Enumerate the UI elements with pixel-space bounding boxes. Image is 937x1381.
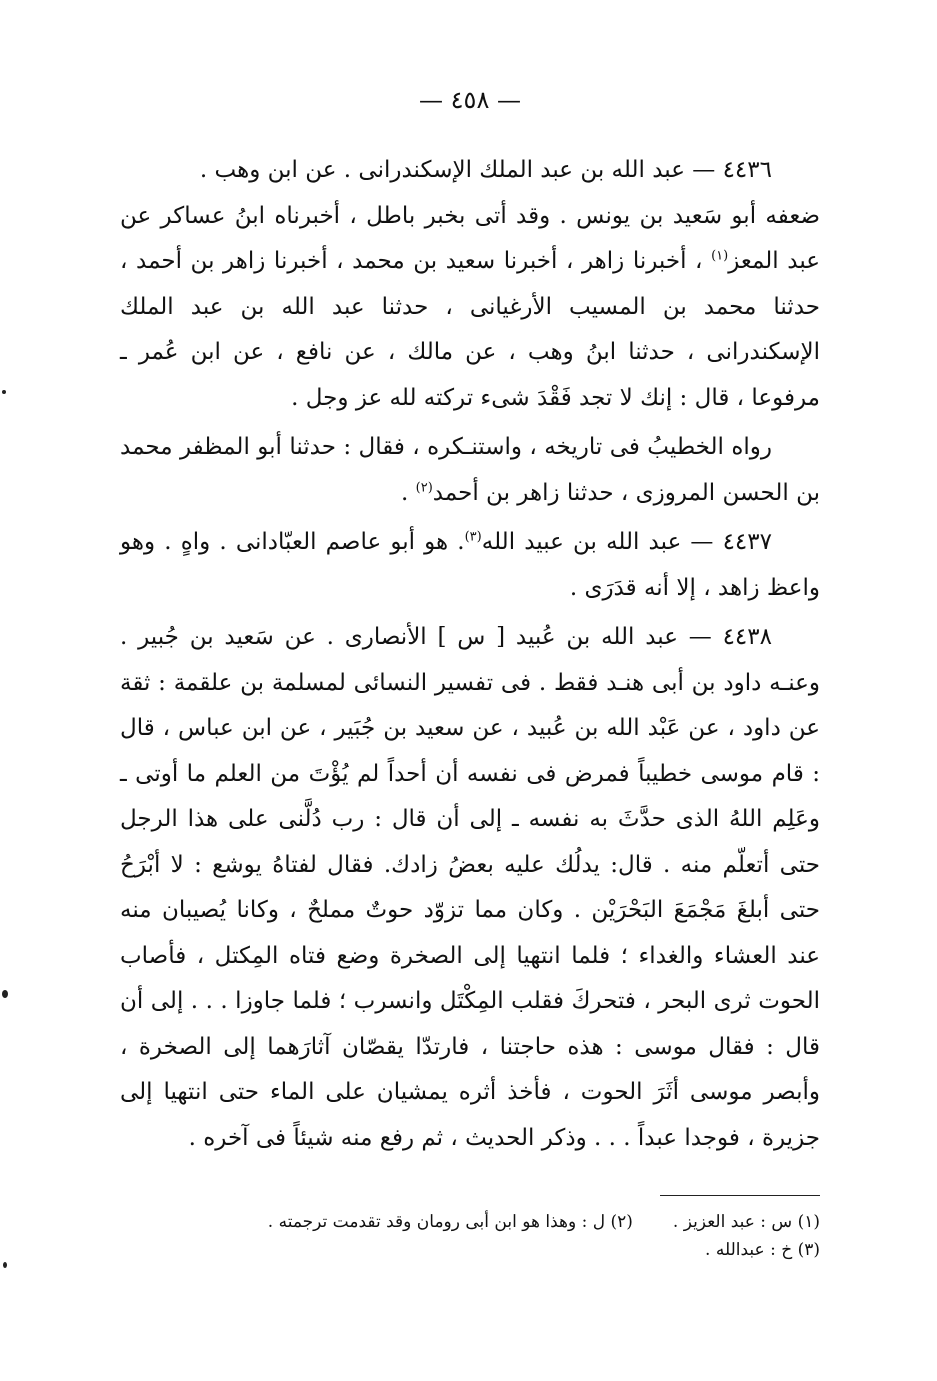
- footnote-3: (٣) خ : عبدالله .: [705, 1240, 820, 1260]
- footnote-2: (٢) ل : وهذا هو ابن أبى رومان وقد تقدمت ترجمته .: [267, 1212, 633, 1232]
- scan-speck: [2, 390, 6, 394]
- footnote-ref-1: (١): [711, 248, 729, 264]
- body-text: [120, 148, 820, 1161]
- entry-4437: [120, 520, 820, 611]
- footnote-row: [120, 1208, 820, 1236]
- khatib-text: رواه الخطيبُ فى تاريخه ، واستنـكره ، فقال : حدثنا أبو المظفر محمد بن الحسن المروزى ، حدثنا زاهر بن أحمد: [120, 434, 820, 506]
- footnote-ref-2: (٢): [415, 479, 433, 495]
- entry-4437-text: . هو أبو عاصم العبّادانى . واهٍ . وهو واعظ زاهد ، إلا أنه قدَرَى .: [120, 529, 820, 601]
- khatib-text-end: .: [401, 479, 416, 506]
- entry-4437-heading: ٤٤٣٧ — عبد الله بن عبيد الله: [481, 529, 772, 555]
- footnotes: [120, 1208, 820, 1264]
- page: [120, 0, 820, 1381]
- footnote-divider: [660, 1195, 820, 1196]
- entry-4436-heading: ٤٤٣٦ — عبد الله بن عبد الملك الإسكندرانى . عن ابن وهب .: [199, 157, 772, 183]
- scan-speck: [2, 990, 8, 998]
- entry-4436-text: ضعفه أبو سَعيد بن يونس . وقد أتى بخبر باطل ، أخبرناه ابنُ عساكر عن عبد المعز: [120, 202, 820, 274]
- scan-speck: [3, 1262, 7, 1268]
- page-number: — ٤٥٨ —: [419, 86, 521, 114]
- footnote-ref-3: (٣): [464, 529, 482, 545]
- entry-4436-text-cont: ، أخبرنا زاهر ، أخبرنا سعيد بن محمد ، أخبرنا زاهر بن أحمد ، حدثنا محمد بن المسيب الأرغيانى ، حدثنا عبد الله بن عبد الملك الإسكندرانى ، حدثنا ابنُ وهب ، عن مالك ، عن نافع ، عن ابن عُمر ـ مرفوعا ، قال : إنك لا تجد فَقْدَ شىء تركته لله عز وجل .: [120, 248, 820, 411]
- footnote-row: [120, 1236, 820, 1264]
- entry-4438: [120, 615, 820, 1161]
- entry-4436: [120, 148, 820, 421]
- khatib-paragraph: [120, 425, 820, 516]
- entry-4438-text: ٤٤٣٨ — عبد الله بن عُبيد [ س ] الأنصارى . عن سَعيد بن جُبير . وعنـه داود بن أبى هنـد فقط . فى تفسير النسائى لمسلمة بن علقمة : ثقة عن داود ، عن عَبْد الله بن عُبيد ، عن سعيد بن جُبَير ، عن ابن عباس ، قال : قام موسى خطيباً فمرض فى نفسه أن أحداً لم يُؤْتَ من العلم ما أوتى ـ وعَلِم اللهُ الذى حدَّثَ به نفسه ـ إلى أن قال : رب دُلَّنى على هذا الرجل حتى أتعلّم منه . قال: يدلُك عليه بعضُ زادك. فقال لفتاهُ يوشع : لا أبْرَحُ حتى أبلغَ مَجْمَعَ البَحْرَيْن . وكان مما تزوّد حوتٌ مملحٌ ، وكانا يُصيبان منه عند العشاء والغداء ؛ فلما انتهيا إلى الصخرة وضع فتاه المِكتل ، فأصاب الحوت ثرى البحر ، فتحركَ فقلب المِكْتَل وانسرب ؛ فلما جاوزا . . . إلى أن قال : فقال موسى : هذه حاجتنا ، فارتدّا يقصّان آثارَهما إلى الصخرة ، وأبصر موسى أثَرَ الحوت ، فأخذ أثره يمشيان على الماء حتى انتهيا إلى جزيرة ، فوجدا عبداً . . . وذكر الحديث ، ثم رفع منه شيئاً فى آخره .: [120, 624, 820, 1151]
- footnote-1: (١) س : عبد العزيز .: [672, 1212, 820, 1232]
